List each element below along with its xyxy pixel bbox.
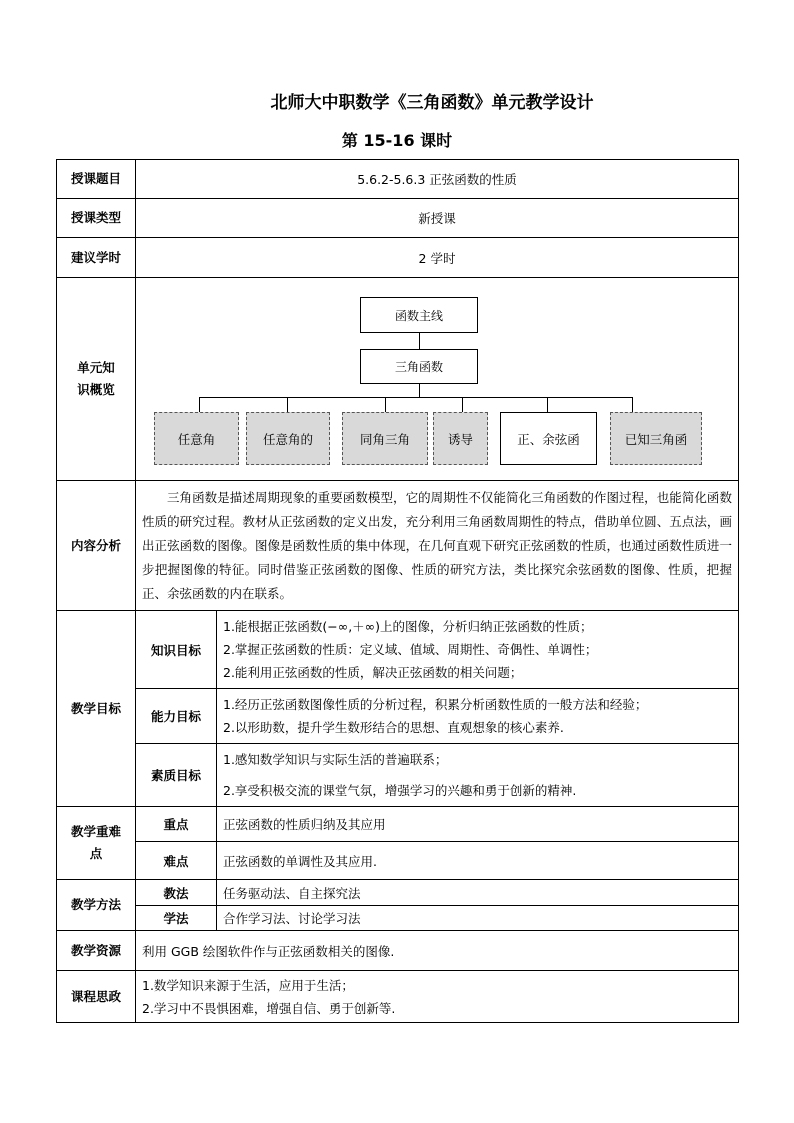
- row-learn-method: [57, 906, 739, 931]
- row-ideology: [57, 971, 739, 1023]
- connector-bar: [199, 397, 632, 398]
- ideology-label: 课程思政: [57, 971, 136, 1023]
- ability-item: 1.经历正弦函数图像性质的分析过程，积累分析函数性质的一般方法和经验；: [223, 697, 648, 712]
- hours-value: 2 学时: [136, 238, 739, 278]
- connector: [632, 397, 633, 412]
- quality-item: 1.感知数学知识与实际生活的普遍联系；: [223, 752, 448, 767]
- knowledge-items: [217, 611, 739, 689]
- row-analysis: [57, 481, 739, 611]
- diagram-leaf: 同角三角: [342, 412, 428, 465]
- analysis-label: 内容分析: [57, 481, 136, 611]
- ideology-item: 2.学习中不畏惧困难，增强自信、勇于创新等.: [142, 1000, 396, 1016]
- row-type: [57, 199, 739, 238]
- topic-label: 授课题目: [57, 160, 136, 199]
- row-ability-goals: [57, 689, 739, 744]
- goals-label: 教学目标: [57, 611, 136, 807]
- row-topic: [57, 160, 739, 199]
- diagram-leaf: 任意角的: [246, 412, 330, 465]
- diagram-leaf: 已知三角函: [610, 412, 702, 465]
- connector: [419, 384, 420, 397]
- knowledge-label: 知识目标: [136, 611, 217, 689]
- knowledge-diagram: [136, 279, 738, 479]
- row-difficult-point: [57, 842, 739, 880]
- diagram-leaf: 诱导: [433, 412, 488, 465]
- knowledge-item: 2.能利用正弦函数的性质，解决正弦函数的相关问题；: [223, 665, 523, 680]
- ability-label: 能力目标: [136, 689, 217, 744]
- ideology-items: [136, 971, 739, 1023]
- row-hours: [57, 238, 739, 278]
- connector: [547, 397, 548, 412]
- ideology-item: 1.数学知识来源于生活，应用于生活；: [142, 977, 354, 993]
- row-resources: [57, 931, 739, 971]
- topic-value: 5.6.2-5.6.3 正弦函数的性质: [136, 160, 739, 199]
- knowledge-item: 2.掌握正弦函数的性质：定义域、值域、周期性、奇偶性、单调性；: [223, 642, 598, 657]
- keypoints-label: 教学重难点: [57, 807, 136, 880]
- connector: [385, 397, 386, 412]
- ability-item: 2.以形助数，提升学生数形结合的思想、直观想象的核心素养.: [223, 720, 564, 735]
- doc-title: 北师大中职数学《三角函数》单元教学设计: [270, 93, 594, 113]
- resources-value: 利用 GGB 绘图软件作与正弦函数相关的图像.: [136, 931, 739, 971]
- teach-label: 教法: [136, 880, 217, 906]
- row-key-point: [57, 807, 739, 842]
- quality-item: 2.享受积极交流的课堂气氛，增强学习的兴趣和勇于创新的精神.: [223, 783, 577, 798]
- type-value: 新授课: [136, 199, 739, 238]
- connector: [199, 397, 200, 412]
- hours-label: 建议学时: [57, 238, 136, 278]
- diagram-mid-node: 三角函数: [360, 349, 478, 384]
- diff-label: 难点: [136, 842, 217, 880]
- resources-label: 教学资源: [57, 931, 136, 971]
- diagram-leaf: 任意角: [154, 412, 239, 465]
- connector: [462, 397, 463, 412]
- key-value: 正弦函数的性质归纳及其应用: [217, 807, 739, 842]
- diff-value: 正弦函数的单调性及其应用.: [217, 842, 739, 880]
- quality-items: [217, 744, 739, 807]
- diagram-leaf: 正、余弦函: [500, 412, 597, 465]
- quality-label: 素质目标: [136, 744, 217, 807]
- row-knowledge-goals: [57, 611, 739, 689]
- connector: [287, 397, 288, 412]
- overview-diagram-cell: [136, 278, 739, 481]
- doc-subtitle: 第 15-16 课时: [341, 131, 453, 150]
- ability-items: [217, 689, 739, 744]
- overview-label: 单元知识概览: [57, 278, 136, 481]
- knowledge-item: 1.能根据正弦函数(−∞,＋∞)上的图像，分析归纳正弦函数的性质；: [223, 619, 593, 634]
- key-label: 重点: [136, 807, 217, 842]
- connector: [419, 333, 420, 349]
- teach-value: 任务驱动法、自主探究法: [217, 880, 739, 906]
- row-teach-method: [57, 880, 739, 906]
- methods-label: 教学方法: [57, 880, 136, 931]
- type-label: 授课类型: [57, 199, 136, 238]
- analysis-text: 三角函数是描述周期现象的重要函数模型，它的周期性不仅能简化三角函数的作图过程，也能简化函数性质的研究过程。教材从正弦函数的定义出发，充分利用三角函数周期性的特点，借助单位圆、五点法，画出正弦函数的图像。图像是函数性质的集中体现，在几何直观下研究正弦函数的性质，也通过函数性质进一步把握图像的特征。同时借鉴正弦函数的图像、性质的研究方法，类比探究余弦函数的图像、性质，把握正、余弦函数的内在联系。: [136, 481, 739, 611]
- learn-value: 合作学习法、讨论学习法: [217, 906, 739, 931]
- learn-label: 学法: [136, 906, 217, 931]
- row-quality-goals: [57, 744, 739, 807]
- lesson-plan-table: [56, 159, 739, 1023]
- row-overview: [57, 278, 739, 481]
- diagram-root-node: 函数主线: [360, 297, 478, 333]
